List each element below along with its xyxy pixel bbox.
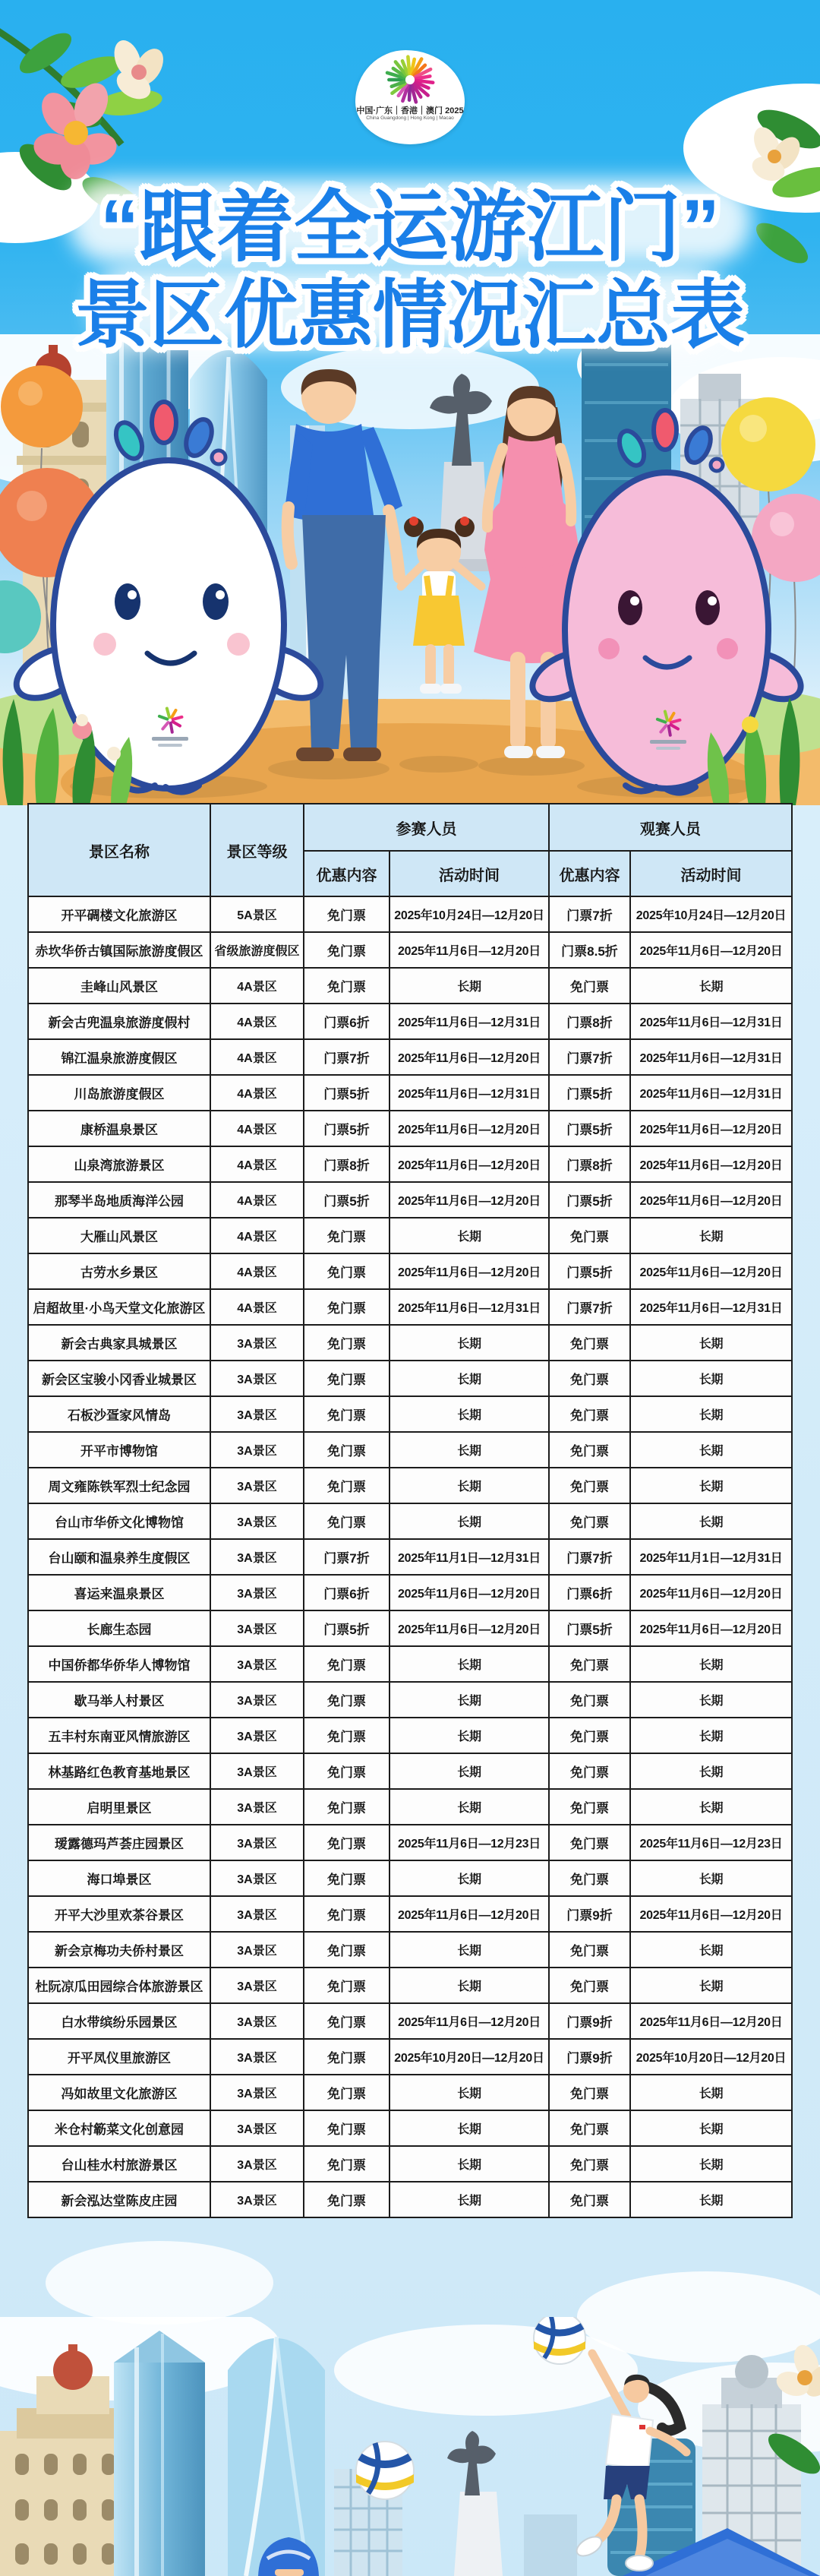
cell-participant-discount: 免门票 <box>304 1789 390 1825</box>
cell-spectator-time: 长期 <box>630 1860 792 1896</box>
cell-spectator-time: 长期 <box>630 1789 792 1825</box>
poster-title-line2: 景区优惠情况汇总表 <box>74 273 745 356</box>
cell-participant-time: 2025年11月6日—12月20日 <box>390 1896 549 1932</box>
games-logo-badge <box>355 50 465 144</box>
cell-participant-time: 2025年11月6日—12月20日 <box>390 1253 549 1289</box>
cell-spectator-discount: 免门票 <box>549 2146 630 2182</box>
cell-scenic-level: 3A景区 <box>210 1968 304 2003</box>
header-spectator-discount: 优惠内容 <box>549 851 630 896</box>
table-row <box>28 1004 792 1039</box>
cell-spectator-time: 2025年11月6日—12月20日 <box>630 932 792 968</box>
cell-scenic-level: 4A景区 <box>210 1253 304 1289</box>
cell-scenic-level: 3A景区 <box>210 1503 304 1539</box>
header-scenic-level: 景区等级 <box>210 804 304 896</box>
cell-spectator-time: 长期 <box>630 2110 792 2146</box>
cell-scenic-name: 山泉湾旅游景区 <box>28 1146 210 1182</box>
table-row <box>28 2182 792 2217</box>
cell-spectator-discount: 门票9折 <box>549 2039 630 2075</box>
cell-scenic-level: 3A景区 <box>210 1646 304 1682</box>
header-participant-time: 活动时间 <box>390 851 549 896</box>
cell-spectator-discount: 免门票 <box>549 1432 630 1468</box>
cell-scenic-level: 3A景区 <box>210 1361 304 1396</box>
cell-spectator-discount: 免门票 <box>549 1932 630 1968</box>
cell-spectator-time: 2025年11月6日—12月20日 <box>630 1182 792 1218</box>
cell-participant-time: 2025年11月6日—12月20日 <box>390 1146 549 1182</box>
cell-spectator-time: 2025年11月6日—12月20日 <box>630 1610 792 1646</box>
table-body <box>28 896 792 2217</box>
cell-scenic-name: 川岛旅游度假区 <box>28 1075 210 1111</box>
cell-scenic-name: 新会泓达堂陈皮庄园 <box>28 2182 210 2217</box>
cell-spectator-discount: 门票9折 <box>549 1896 630 1932</box>
cell-spectator-discount: 门票8折 <box>549 1004 630 1039</box>
cell-participant-discount: 免门票 <box>304 2110 390 2146</box>
games-logo-english-text: China Guangdong | Hong Kong | Macao <box>366 115 454 122</box>
cell-scenic-level: 3A景区 <box>210 1539 304 1575</box>
table-header <box>28 804 792 896</box>
cell-participant-time: 2025年11月6日—12月20日 <box>390 1575 549 1610</box>
cell-participant-discount: 门票7折 <box>304 1539 390 1575</box>
cell-spectator-discount: 免门票 <box>549 1218 630 1253</box>
cell-scenic-level: 3A景区 <box>210 1610 304 1646</box>
cell-participant-time: 2025年11月6日—12月31日 <box>390 1004 549 1039</box>
cell-spectator-discount: 门票9折 <box>549 2003 630 2039</box>
cell-scenic-name: 新会古兜温泉旅游度假村 <box>28 1004 210 1039</box>
cell-scenic-name: 周文雍陈铁军烈士纪念园 <box>28 1468 210 1503</box>
cell-scenic-level: 3A景区 <box>210 2110 304 2146</box>
cell-participant-discount: 免门票 <box>304 896 390 932</box>
cell-scenic-level: 3A景区 <box>210 1575 304 1610</box>
table-row <box>28 1432 792 1468</box>
table-row <box>28 2003 792 2039</box>
cell-spectator-time: 2025年11月6日—12月31日 <box>630 1289 792 1325</box>
cell-participant-time: 长期 <box>390 1468 549 1503</box>
cell-spectator-time: 2025年11月1日—12月31日 <box>630 1539 792 1575</box>
cell-scenic-level: 3A景区 <box>210 1468 304 1503</box>
table-row <box>28 1361 792 1396</box>
cell-spectator-discount: 免门票 <box>549 1968 630 2003</box>
cell-scenic-name: 冯如故里文化旅游区 <box>28 2075 210 2110</box>
statue-landmark-bottom <box>447 2431 503 2576</box>
table-row <box>28 2146 792 2182</box>
table-row <box>28 1111 792 1146</box>
cell-participant-time: 长期 <box>390 1325 549 1361</box>
cell-participant-time: 2025年10月24日—12月20日 <box>390 896 549 932</box>
cell-scenic-level: 4A景区 <box>210 1075 304 1111</box>
cell-participant-discount: 免门票 <box>304 1682 390 1718</box>
cell-scenic-name: 台山颐和温泉养生度假区 <box>28 1539 210 1575</box>
cell-participant-time: 2025年11月6日—12月20日 <box>390 1182 549 1218</box>
cell-scenic-name: 圭峰山风景区 <box>28 968 210 1004</box>
cell-spectator-discount: 免门票 <box>549 2110 630 2146</box>
table-row <box>28 2110 792 2146</box>
cell-spectator-discount: 免门票 <box>549 1718 630 1753</box>
table-row <box>28 2075 792 2110</box>
cell-participant-discount: 免门票 <box>304 2146 390 2182</box>
table-row <box>28 1753 792 1789</box>
cell-participant-time: 长期 <box>390 1218 549 1253</box>
cell-scenic-name: 米仓村簕菜文化创意园 <box>28 2110 210 2146</box>
cell-participant-discount: 门票7折 <box>304 1039 390 1075</box>
table-row <box>28 932 792 968</box>
table-row <box>28 1325 792 1361</box>
cell-scenic-name: 康桥温泉景区 <box>28 1111 210 1146</box>
table-row <box>28 1896 792 1932</box>
cell-participant-discount: 免门票 <box>304 1753 390 1789</box>
cell-scenic-name: 开平碉楼文化旅游区 <box>28 896 210 932</box>
cell-scenic-name: 古劳水乡景区 <box>28 1253 210 1289</box>
cell-scenic-name: 五丰村东南亚风情旅游区 <box>28 1718 210 1753</box>
bottom-illustration <box>0 2317 820 2576</box>
table-row <box>28 1396 792 1432</box>
cell-participant-discount: 门票6折 <box>304 1004 390 1039</box>
cell-participant-time: 2025年11月6日—12月20日 <box>390 2003 549 2039</box>
cell-participant-time: 长期 <box>390 1789 549 1825</box>
cell-scenic-level: 4A景区 <box>210 968 304 1004</box>
cell-spectator-time: 2025年11月6日—12月31日 <box>630 1004 792 1039</box>
cell-scenic-name: 台山桂水村旅游景区 <box>28 2146 210 2182</box>
table-row <box>28 1039 792 1075</box>
cell-spectator-time: 2025年11月6日—12月20日 <box>630 1111 792 1146</box>
cell-scenic-level: 4A景区 <box>210 1111 304 1146</box>
cell-spectator-time: 长期 <box>630 1718 792 1753</box>
table-row <box>28 968 792 1004</box>
cell-scenic-name: 喜运来温泉景区 <box>28 1575 210 1610</box>
table-row <box>28 1932 792 1968</box>
cell-spectator-time: 长期 <box>630 1968 792 2003</box>
cell-participant-discount: 免门票 <box>304 1468 390 1503</box>
cell-scenic-name: 新会古典家具城景区 <box>28 1325 210 1361</box>
cell-participant-time: 2025年10月20日—12月20日 <box>390 2039 549 2075</box>
table-row <box>28 1789 792 1825</box>
cell-scenic-level: 4A景区 <box>210 1039 304 1075</box>
cell-participant-time: 长期 <box>390 1753 549 1789</box>
cell-participant-discount: 门票5折 <box>304 1610 390 1646</box>
cell-spectator-time: 长期 <box>630 2146 792 2182</box>
cell-scenic-name: 启超故里·小鸟天堂文化旅游区 <box>28 1289 210 1325</box>
cell-participant-discount: 免门票 <box>304 1361 390 1396</box>
cell-scenic-level: 3A景区 <box>210 2003 304 2039</box>
cell-scenic-name: 新会京梅功夫侨村景区 <box>28 1932 210 1968</box>
cell-scenic-level: 4A景区 <box>210 1218 304 1253</box>
cell-participant-time: 长期 <box>390 1968 549 2003</box>
cell-spectator-time: 2025年11月6日—12月20日 <box>630 2003 792 2039</box>
cell-participant-time: 2025年11月6日—12月23日 <box>390 1825 549 1860</box>
cell-participant-time: 2025年11月6日—12月31日 <box>390 1075 549 1111</box>
cell-scenic-level: 3A景区 <box>210 1396 304 1432</box>
table-row <box>28 1075 792 1111</box>
cell-spectator-discount: 门票7折 <box>549 1289 630 1325</box>
cell-spectator-time: 2025年11月6日—12月23日 <box>630 1825 792 1860</box>
cell-participant-discount: 免门票 <box>304 2039 390 2075</box>
cell-spectator-discount: 免门票 <box>549 1789 630 1825</box>
cell-spectator-time: 2025年11月6日—12月31日 <box>630 1075 792 1111</box>
cell-participant-discount: 免门票 <box>304 1968 390 2003</box>
cell-scenic-name: 海口埠景区 <box>28 1860 210 1896</box>
cell-participant-discount: 免门票 <box>304 1253 390 1289</box>
cell-scenic-level: 3A景区 <box>210 1718 304 1753</box>
cell-spectator-discount: 门票5折 <box>549 1182 630 1218</box>
cell-scenic-name: 开平大沙里欢茶谷景区 <box>28 1896 210 1932</box>
cell-participant-discount: 免门票 <box>304 1932 390 1968</box>
cell-spectator-discount: 免门票 <box>549 1468 630 1503</box>
cell-spectator-time: 2025年11月6日—12月20日 <box>630 1896 792 1932</box>
cell-spectator-discount: 门票7折 <box>549 1539 630 1575</box>
cell-spectator-time: 2025年11月6日—12月20日 <box>630 1146 792 1182</box>
cell-spectator-discount: 门票5折 <box>549 1610 630 1646</box>
cell-scenic-level: 4A景区 <box>210 1146 304 1182</box>
header-spectator-group: 观赛人员 <box>549 804 792 851</box>
cell-scenic-level: 4A景区 <box>210 1182 304 1218</box>
cell-participant-discount: 免门票 <box>304 1860 390 1896</box>
table-row <box>28 1146 792 1182</box>
table-row <box>28 1253 792 1289</box>
cell-scenic-name: 杜阮凉瓜田园综合体旅游景区 <box>28 1968 210 2003</box>
cell-participant-discount: 免门票 <box>304 1218 390 1253</box>
cell-participant-discount: 免门票 <box>304 1825 390 1860</box>
cell-participant-time: 2025年11月6日—12月20日 <box>390 1111 549 1146</box>
table-row <box>28 1825 792 1860</box>
cell-spectator-time: 长期 <box>630 1325 792 1361</box>
cell-spectator-time: 长期 <box>630 1396 792 1432</box>
table-row <box>28 1218 792 1253</box>
cell-scenic-level: 3A景区 <box>210 1860 304 1896</box>
header-spectator-time: 活动时间 <box>630 851 792 896</box>
cell-scenic-name: 大雁山风景区 <box>28 1218 210 1253</box>
cell-spectator-time: 2025年11月6日—12月20日 <box>630 1253 792 1289</box>
poster-title-line1: “跟着全运游江门” <box>100 184 720 270</box>
cell-scenic-level: 3A景区 <box>210 2182 304 2217</box>
volleyball-icon <box>534 2317 585 2364</box>
cell-scenic-level: 3A景区 <box>210 1896 304 1932</box>
cell-participant-discount: 免门票 <box>304 968 390 1004</box>
cell-participant-discount: 免门票 <box>304 1432 390 1468</box>
table-row <box>28 1682 792 1718</box>
cell-spectator-discount: 门票7折 <box>549 896 630 932</box>
cell-participant-time: 长期 <box>390 1361 549 1396</box>
cell-spectator-discount: 门票8折 <box>549 1146 630 1182</box>
cell-scenic-name: 歇马举人村景区 <box>28 1682 210 1718</box>
games-firework-icon <box>381 53 439 106</box>
cell-scenic-name: 启明里景区 <box>28 1789 210 1825</box>
cell-scenic-name: 林基路红色教育基地景区 <box>28 1753 210 1789</box>
cell-participant-discount: 免门票 <box>304 1289 390 1325</box>
cell-participant-time: 长期 <box>390 1860 549 1896</box>
cell-spectator-discount: 免门票 <box>549 1325 630 1361</box>
table-row <box>28 1468 792 1503</box>
cell-scenic-level: 3A景区 <box>210 2039 304 2075</box>
cell-scenic-level: 省级旅游度假区 <box>210 932 304 968</box>
cell-participant-discount: 免门票 <box>304 1396 390 1432</box>
cell-participant-time: 长期 <box>390 2075 549 2110</box>
header-participant-group: 参赛人员 <box>304 804 549 851</box>
cell-participant-time: 长期 <box>390 1396 549 1432</box>
cell-scenic-name: 新会区宝骏小冈香业城景区 <box>28 1361 210 1396</box>
cell-spectator-discount: 免门票 <box>549 1361 630 1396</box>
cell-scenic-level: 3A景区 <box>210 1825 304 1860</box>
cell-spectator-discount: 免门票 <box>549 1682 630 1718</box>
cell-participant-time: 长期 <box>390 1503 549 1539</box>
cell-participant-discount: 门票8折 <box>304 1146 390 1182</box>
cell-spectator-time: 长期 <box>630 1432 792 1468</box>
cell-spectator-discount: 免门票 <box>549 968 630 1004</box>
cell-spectator-time: 长期 <box>630 1646 792 1682</box>
cell-spectator-time: 2025年11月6日—12月31日 <box>630 1039 792 1075</box>
table-row <box>28 1610 792 1646</box>
table-row <box>28 1718 792 1753</box>
cell-scenic-name: 中国侨都华侨华人博物馆 <box>28 1646 210 1682</box>
cell-scenic-level: 3A景区 <box>210 2075 304 2110</box>
cell-participant-time: 长期 <box>390 2110 549 2146</box>
discount-table <box>27 803 793 2218</box>
cell-participant-time: 长期 <box>390 1432 549 1468</box>
cell-participant-discount: 门票6折 <box>304 1575 390 1610</box>
cell-spectator-discount: 免门票 <box>549 1825 630 1860</box>
cell-spectator-time: 2025年11月6日—12月20日 <box>630 1575 792 1610</box>
cell-spectator-discount: 免门票 <box>549 1860 630 1896</box>
cell-scenic-name: 白水带缤纷乐园景区 <box>28 2003 210 2039</box>
cell-participant-discount: 免门票 <box>304 1718 390 1753</box>
cell-spectator-discount: 门票6折 <box>549 1575 630 1610</box>
cell-scenic-level: 4A景区 <box>210 1004 304 1039</box>
cell-spectator-time: 2025年10月24日—12月20日 <box>630 896 792 932</box>
cell-scenic-level: 4A景区 <box>210 1289 304 1325</box>
volleyball-icon <box>356 2442 414 2499</box>
cell-participant-discount: 免门票 <box>304 1896 390 1932</box>
cell-spectator-discount: 门票5折 <box>549 1075 630 1111</box>
cell-participant-discount: 免门票 <box>304 932 390 968</box>
cell-scenic-name: 开平凤仪里旅游区 <box>28 2039 210 2075</box>
table-row <box>28 1860 792 1896</box>
cell-spectator-discount: 免门票 <box>549 1646 630 1682</box>
cell-participant-discount: 免门票 <box>304 2182 390 2217</box>
cell-spectator-time: 长期 <box>630 1682 792 1718</box>
table-row <box>28 1646 792 1682</box>
cloud <box>46 2241 273 2325</box>
cell-spectator-discount: 免门票 <box>549 1396 630 1432</box>
cell-spectator-time: 长期 <box>630 2075 792 2110</box>
table-row <box>28 1968 792 2003</box>
cell-participant-time: 2025年11月6日—12月20日 <box>390 1610 549 1646</box>
cell-participant-discount: 免门票 <box>304 1503 390 1539</box>
cell-scenic-name: 那琴半岛地质海洋公园 <box>28 1182 210 1218</box>
cell-participant-time: 长期 <box>390 2182 549 2217</box>
cell-spectator-time: 长期 <box>630 1361 792 1396</box>
cell-scenic-name: 锦江温泉旅游度假区 <box>28 1039 210 1075</box>
cell-spectator-time: 长期 <box>630 1218 792 1253</box>
cell-participant-time: 长期 <box>390 1718 549 1753</box>
cell-scenic-level: 3A景区 <box>210 1432 304 1468</box>
cell-spectator-time: 长期 <box>630 1468 792 1503</box>
cell-scenic-name: 瑷露德玛芦荟庄园景区 <box>28 1825 210 1860</box>
header-scenic-name: 景区名称 <box>28 804 210 896</box>
cell-spectator-discount: 免门票 <box>549 1503 630 1539</box>
cell-participant-discount: 免门票 <box>304 1325 390 1361</box>
cell-participant-discount: 门票5折 <box>304 1182 390 1218</box>
table-row <box>28 896 792 932</box>
table-row <box>28 1575 792 1610</box>
games-logo-region-text: 中国·广东｜香港｜澳门 2025 <box>356 106 464 115</box>
cell-participant-time: 2025年11月6日—12月20日 <box>390 1039 549 1075</box>
cell-spectator-discount: 免门票 <box>549 2182 630 2217</box>
cell-spectator-time: 长期 <box>630 1753 792 1789</box>
cell-spectator-discount: 免门票 <box>549 1753 630 1789</box>
cell-participant-time: 长期 <box>390 1932 549 1968</box>
cell-scenic-name: 赤坎华侨古镇国际旅游度假区 <box>28 932 210 968</box>
cell-spectator-time: 长期 <box>630 968 792 1004</box>
table-row <box>28 1503 792 1539</box>
cell-participant-discount: 门票5折 <box>304 1075 390 1111</box>
cell-scenic-name: 台山市华侨文化博物馆 <box>28 1503 210 1539</box>
cell-spectator-time: 长期 <box>630 2182 792 2217</box>
cell-scenic-level: 3A景区 <box>210 1682 304 1718</box>
cell-scenic-level: 3A景区 <box>210 1932 304 1968</box>
cell-participant-discount: 免门票 <box>304 2003 390 2039</box>
cell-scenic-level: 5A景区 <box>210 896 304 932</box>
cell-spectator-time: 2025年10月20日—12月20日 <box>630 2039 792 2075</box>
cell-participant-time: 长期 <box>390 968 549 1004</box>
header-participant-discount: 优惠内容 <box>304 851 390 896</box>
cell-spectator-discount: 门票5折 <box>549 1253 630 1289</box>
cell-participant-time: 2025年11月1日—12月31日 <box>390 1539 549 1575</box>
cell-participant-discount: 门票5折 <box>304 1111 390 1146</box>
cell-scenic-name: 开平市博物馆 <box>28 1432 210 1468</box>
cell-spectator-time: 长期 <box>630 1503 792 1539</box>
table-row <box>28 1182 792 1218</box>
cell-scenic-name: 石板沙疍家风情岛 <box>28 1396 210 1432</box>
cell-participant-time: 长期 <box>390 2146 549 2182</box>
cell-scenic-level: 3A景区 <box>210 1789 304 1825</box>
cell-spectator-discount: 免门票 <box>549 2075 630 2110</box>
cell-scenic-name: 长廊生态园 <box>28 1610 210 1646</box>
cell-participant-time: 2025年11月6日—12月20日 <box>390 932 549 968</box>
cell-scenic-level: 3A景区 <box>210 2146 304 2182</box>
cell-participant-discount: 免门票 <box>304 1646 390 1682</box>
cell-spectator-discount: 门票5折 <box>549 1111 630 1146</box>
hero-illustration <box>0 334 820 805</box>
table-row <box>28 1539 792 1575</box>
cell-participant-time: 2025年11月6日—12月31日 <box>390 1289 549 1325</box>
cell-spectator-discount: 门票7折 <box>549 1039 630 1075</box>
cell-participant-time: 长期 <box>390 1646 549 1682</box>
table-row <box>28 2039 792 2075</box>
table-row <box>28 1289 792 1325</box>
cell-spectator-time: 长期 <box>630 1932 792 1968</box>
cell-spectator-discount: 门票8.5折 <box>549 932 630 968</box>
cell-scenic-level: 3A景区 <box>210 1753 304 1789</box>
cell-participant-time: 长期 <box>390 1682 549 1718</box>
cell-participant-discount: 免门票 <box>304 2075 390 2110</box>
cell-scenic-level: 3A景区 <box>210 1325 304 1361</box>
